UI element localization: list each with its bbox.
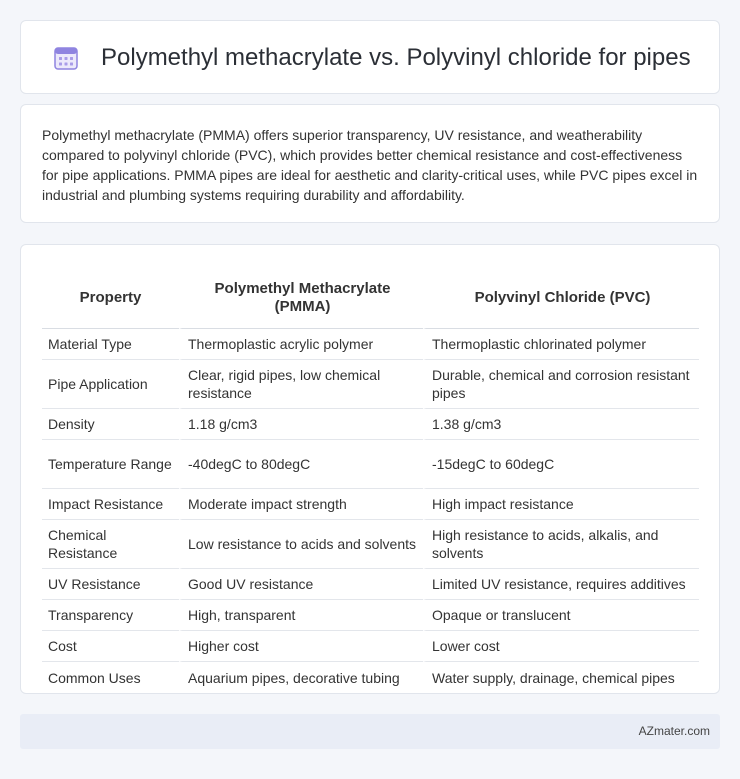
title-card	[20, 20, 720, 94]
pmma-cell: Thermoplastic acrylic polymer	[179, 329, 423, 360]
pvc-cell: -15degC to 60degC	[423, 440, 699, 489]
property-cell: Pipe Application	[42, 360, 179, 409]
pvc-cell: High impact resistance	[423, 489, 699, 520]
table-row	[42, 360, 699, 409]
property-cell: Cost	[42, 631, 179, 662]
pvc-cell: Thermoplastic chlorinated polymer	[423, 329, 699, 360]
pvc-cell: Opaque or translucent	[423, 600, 699, 631]
comparison-table-card	[20, 244, 720, 694]
footer-brand-link[interactable]: AZmater.com	[638, 724, 710, 738]
property-cell: Material Type	[42, 329, 179, 360]
table-row	[42, 489, 699, 520]
header-pvc: Polyvinyl Chloride (PVC)	[423, 267, 699, 329]
header-pmma: Polymethyl Methacrylate (PMMA)	[179, 267, 423, 329]
table-row	[42, 440, 699, 489]
table-row	[42, 631, 699, 662]
pvc-cell: Water supply, drainage, chemical pipes	[423, 662, 699, 693]
calendar-icon	[53, 45, 79, 71]
property-cell: Impact Resistance	[42, 489, 179, 520]
table-row	[42, 329, 699, 360]
pmma-cell: Higher cost	[179, 631, 423, 662]
table-row	[42, 569, 699, 600]
table-row	[42, 409, 699, 440]
property-cell: Temperature Range	[42, 440, 179, 489]
table-row	[42, 520, 699, 569]
pvc-cell: Lower cost	[423, 631, 699, 662]
footer-bar	[20, 714, 720, 749]
pmma-cell: Moderate impact strength	[179, 489, 423, 520]
pmma-cell: Aquarium pipes, decorative tubing	[179, 662, 423, 693]
pmma-cell: Good UV resistance	[179, 569, 423, 600]
property-cell: Density	[42, 409, 179, 440]
property-cell: Chemical Resistance	[42, 520, 179, 569]
pvc-cell: Durable, chemical and corrosion resistant pipes	[423, 360, 699, 409]
header-property: Property	[42, 267, 179, 329]
pmma-cell: Clear, rigid pipes, low chemical resistance	[179, 360, 423, 409]
page-title: Polymethyl methacrylate vs. Polyvinyl chloride for pipes	[101, 44, 691, 71]
table-row	[42, 662, 699, 693]
summary-card	[20, 104, 720, 223]
pvc-cell: High resistance to acids, alkalis, and solvents	[423, 520, 699, 569]
property-cell: Common Uses	[48, 669, 141, 686]
pmma-cell: High, transparent	[179, 600, 423, 631]
pmma-cell: 1.18 g/cm3	[179, 409, 423, 440]
table-row	[42, 600, 699, 631]
pmma-cell: Low resistance to acids and solvents	[179, 520, 423, 569]
pvc-cell: Limited UV resistance, requires additives	[423, 569, 699, 600]
table-header-row	[42, 267, 699, 329]
pvc-cell: 1.38 g/cm3	[423, 409, 699, 440]
property-cell: UV Resistance	[42, 569, 179, 600]
property-cell: Transparency	[42, 600, 179, 631]
comparison-table	[42, 267, 699, 693]
summary-text: Polymethyl methacrylate (PMMA) offers superior transparency, UV resistance, and weatherability compared to polyvinyl chloride (PVC), which provides better chemical resistance and cost-effectiveness for pipe applications. PMMA pipes are ideal for aesthetic and clarity-critical uses, while PVC pipes excel in industrial and plumbing systems requiring durability and affordability.	[42, 127, 698, 203]
pmma-cell: -40degC to 80degC	[179, 440, 423, 489]
